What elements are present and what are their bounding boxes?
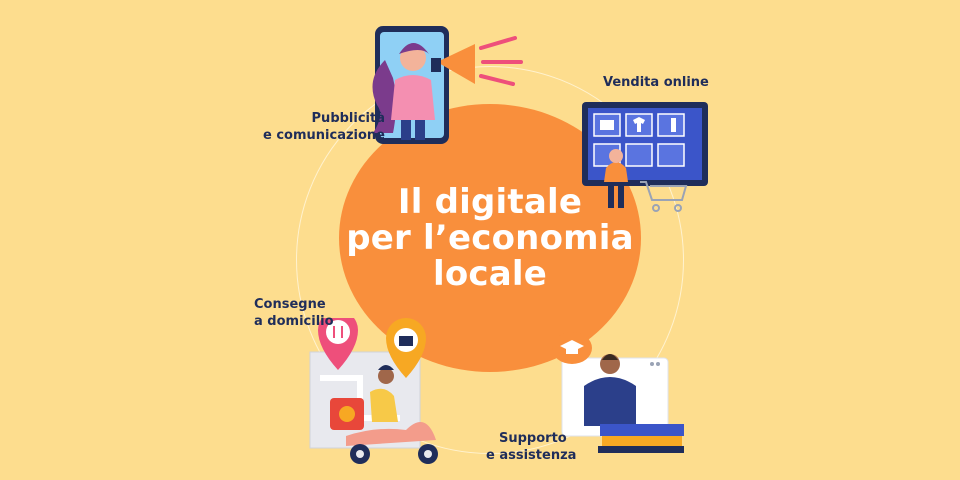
shopping-cart-icon [640,182,686,211]
label-delivery [254,296,334,330]
label-delivery-line2: a domicilio [254,314,334,329]
label-online-sales-line1: Vendita online [603,75,709,90]
label-support-line2: e assistenza [486,448,577,463]
label-delivery-line1: Consegne [254,297,326,312]
label-advertising-line1: Pubblicità [311,111,385,126]
online-sales-illustration [578,98,713,218]
title-line-2: per l’economia [346,218,634,258]
graduation-cap-icon [552,332,592,364]
label-support-line1: Supporto [499,431,567,446]
label-support [486,430,576,464]
label-advertising [263,110,385,144]
label-online-sales [603,74,709,91]
title-line-3: locale [432,254,548,294]
title-line-1: Il digitale [397,182,583,222]
label-advertising-line2: e comunicazione [263,128,385,143]
delivery-illustration [290,318,455,468]
